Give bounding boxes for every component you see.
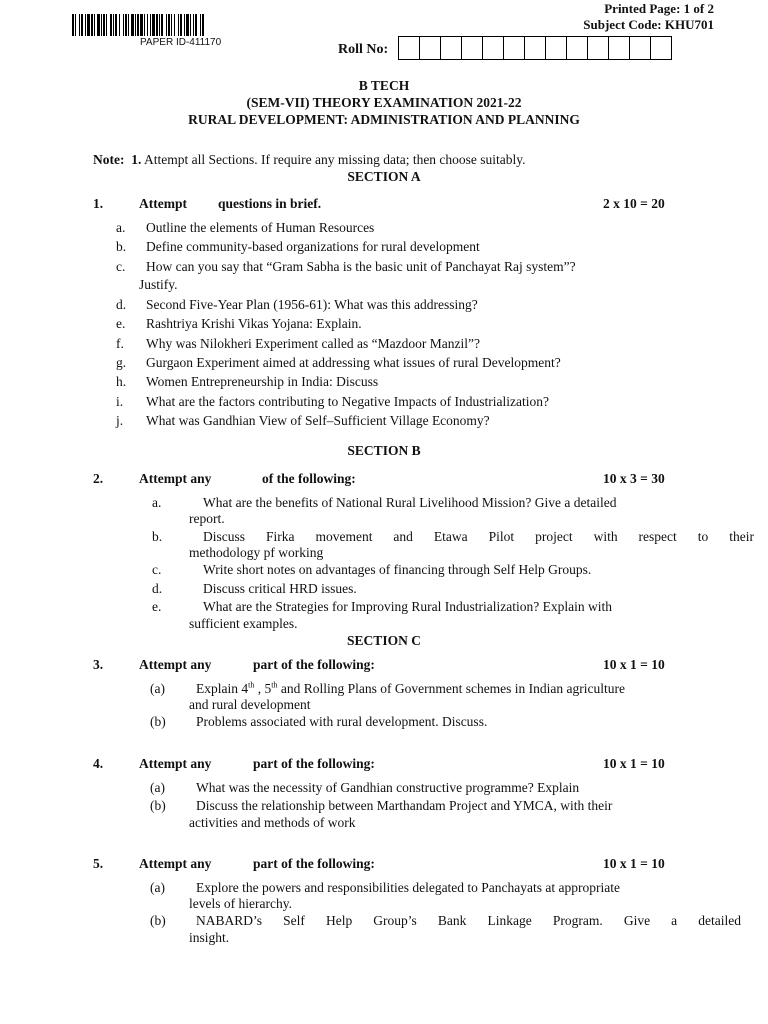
q2-item-label: a. (152, 495, 162, 510)
q1-item-text: Women Entrepreneurship in India: Discuss (146, 374, 379, 389)
title-exam: (SEM-VII) THEORY EXAMINATION 2021-22 (246, 95, 522, 110)
q4b-text: Discuss the relationship between Marthandam Project and YMCA, with their (196, 798, 613, 813)
q5-marks: 10 x 1 = 10 (603, 856, 665, 871)
section-c-title: SECTION C (347, 633, 421, 648)
roll-number-box[interactable] (608, 36, 630, 60)
roll-number-box[interactable] (482, 36, 504, 60)
title-program: B TECH (358, 78, 410, 93)
q1-instruction: questions in brief. (218, 196, 322, 211)
roll-number-box[interactable] (503, 36, 525, 60)
q4-number: 4. (93, 756, 104, 771)
note: Note: 1. Attempt all Sections. If require any missing data; then choose suitably. (93, 152, 526, 167)
title-subject: RURAL DEVELOPMENT: ADMINISTRATION AND PLANNING (188, 112, 580, 127)
q2-item-text: Discuss Firka movement and Etawa Pilot project with respect to their (203, 529, 754, 544)
q1-item-text: How can you say that “Gram Sabha is the basic unit of Panchayat Raj system”? (146, 259, 576, 274)
q1-item-label: a. (116, 220, 126, 235)
q2-item-continuation: sufficient examples. (189, 616, 298, 631)
q1-item-text: Why was Nilokheri Experiment called as “Mazdoor Manzil”? (146, 336, 480, 351)
roll-number-box[interactable] (524, 36, 546, 60)
q3-marks: 10 x 1 = 10 (603, 657, 665, 672)
q1-item-continuation: Justify. (139, 277, 178, 292)
q1-item-text: Define community-based organizations for rural development (146, 239, 480, 254)
q3b-label: (b) (150, 714, 166, 729)
q2-item-text: What are the benefits of National Rural Livelihood Mission? Give a detailed (203, 495, 617, 510)
q2-item-continuation: methodology pf working (189, 545, 324, 560)
q1-item-label: i. (116, 394, 124, 409)
roll-number-box[interactable] (587, 36, 609, 60)
roll-number-box[interactable] (419, 36, 441, 60)
q1-attempt: Attempt (139, 196, 187, 211)
q1-number: 1. (93, 196, 104, 211)
q2-item-label: c. (152, 562, 162, 577)
barcode-bar (204, 14, 205, 36)
q2-item-continuation: report. (189, 511, 225, 526)
q5b-text: NABARD’s Self Help Group’s Bank Linkage Program. Give a detailed (196, 913, 741, 928)
q4a-label: (a) (150, 780, 165, 795)
q2-item-label: b. (152, 529, 163, 544)
roll-number-box[interactable] (398, 36, 420, 60)
q4-marks: 10 x 1 = 10 (603, 756, 665, 771)
roll-number-boxes[interactable] (398, 36, 671, 60)
q5a-label: (a) (150, 880, 165, 895)
roll-number-box[interactable] (629, 36, 651, 60)
q1-marks: 2 x 10 = 20 (603, 196, 665, 211)
q3-attempt: Attempt any (139, 657, 212, 672)
q4-attempt: Attempt any (139, 756, 212, 771)
roll-number-box[interactable] (440, 36, 462, 60)
q2-item-label: e. (152, 599, 162, 614)
q1-item-label: f. (116, 336, 124, 351)
q2-instruction: of the following: (262, 471, 356, 486)
q1-item-label: j. (116, 413, 124, 428)
q4-instruction: part of the following: (253, 756, 375, 771)
q5-attempt: Attempt any (139, 856, 212, 871)
q4b-label: (b) (150, 798, 166, 813)
q2-attempt: Attempt any (139, 471, 212, 486)
q5b-continuation: insight. (189, 930, 230, 945)
q3a-label: (a) (150, 681, 165, 696)
q1-item-text: Outline the elements of Human Resources (146, 220, 375, 235)
q2-item-text: What are the Strategies for Improving Rural Industrialization? Explain with (203, 599, 613, 614)
q1-item-label: d. (116, 297, 127, 312)
q1-item-label: c. (116, 259, 126, 274)
q3-instruction: part of the following: (253, 657, 375, 672)
q3b-text: Problems associated with rural development. Discuss. (196, 714, 488, 729)
q3a-continuation: and rural development (189, 697, 311, 712)
section-a-title: SECTION A (347, 169, 421, 184)
section-b-title: SECTION B (347, 443, 421, 458)
q1-item-label: h. (116, 374, 127, 389)
q3a-text: Explain 4th , 5th and Rolling Plans of Government schemes in Indian agriculture (196, 680, 626, 696)
q1-item-label: e. (116, 316, 126, 331)
q1-item-text: What are the factors contributing to Negative Impacts of Industrialization? (146, 394, 549, 409)
roll-number-box[interactable] (566, 36, 588, 60)
q1-item-text: Gurgaon Experiment aimed at addressing what issues of rural Development? (146, 355, 561, 370)
q5b-label: (b) (150, 913, 166, 928)
barcode (72, 14, 298, 36)
roll-label: Roll No: (338, 42, 389, 57)
q5-number: 5. (93, 856, 104, 871)
roll-number-box[interactable] (461, 36, 483, 60)
q1-item-label: g. (116, 355, 127, 370)
q2-marks: 10 x 3 = 30 (603, 471, 665, 486)
q4b-continuation: activities and methods of work (189, 815, 356, 830)
roll-number-box[interactable] (650, 36, 672, 60)
q5a-text: Explore the powers and responsibilities delegated to Panchayats at appropriate (196, 880, 620, 895)
q1-item-text: What was Gandhian View of Self–Sufficient Village Economy? (146, 413, 490, 428)
roll-number-box[interactable] (545, 36, 567, 60)
printed-page: Printed Page: 1 of 2 (604, 1, 714, 16)
q2-item-label: d. (152, 581, 163, 596)
q5a-continuation: levels of hierarchy. (189, 896, 292, 911)
q2-item-text: Discuss critical HRD issues. (203, 581, 357, 596)
subject-code: Subject Code: KHU701 (583, 17, 714, 32)
q2-item-text: Write short notes on advantages of financing through Self Help Groups. (203, 562, 592, 577)
paper-id: PAPER ID-411170 (140, 37, 222, 48)
q1-item-text: Rashtriya Krishi Vikas Yojana: Explain. (146, 316, 362, 331)
q4a-text: What was the necessity of Gandhian constructive programme? Explain (196, 780, 580, 795)
q5-instruction: part of the following: (253, 856, 375, 871)
q1-item-label: b. (116, 239, 127, 254)
q1-item-text: Second Five-Year Plan (1956-61): What was this addressing? (146, 297, 478, 312)
q3-number: 3. (93, 657, 104, 672)
q2-number: 2. (93, 471, 104, 486)
